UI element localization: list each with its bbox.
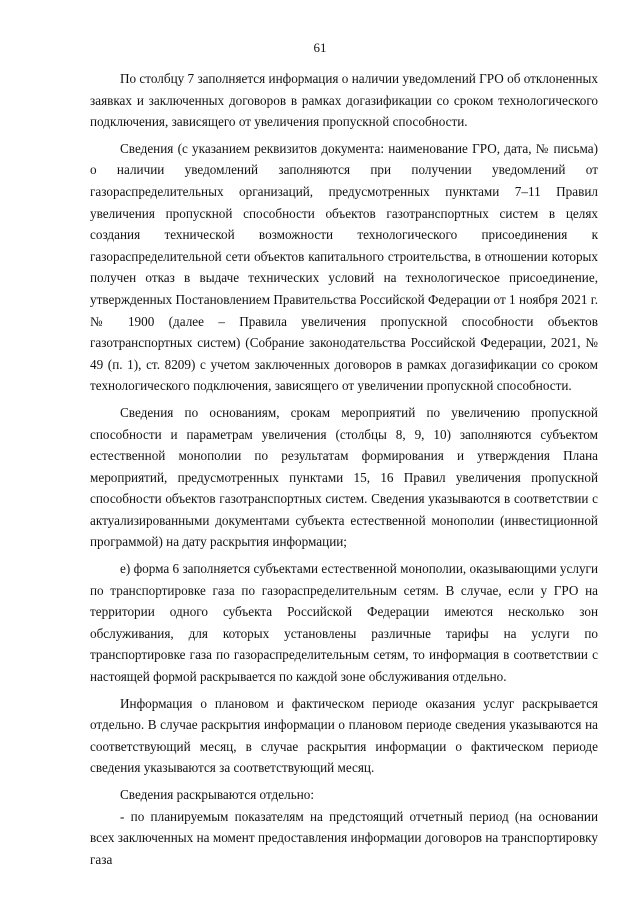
page-number: 61 bbox=[313, 40, 327, 55]
paragraph-disclosed-separately: Сведения раскрываются отдельно: bbox=[120, 787, 315, 802]
paragraph-form-6: е) форма 6 заполняется субъектами естественной монополии, оказывающими услуги по транспортировке газа по газораспределительным сетям. В случае, если у ГРО на территории одного субъекта Российской Федерации имеются несколько зон обслуживания, для которых установлены различные тарифы на услуги по транспортировке газа по газораспределительным сетям, то информация в соответствии с настоящей формой раскрывается по каждой зоне обслуживания отдельно. bbox=[90, 561, 598, 685]
paragraph-column7-info: По столбцу 7 заполняется информация о наличии уведомлений ГРО об отклоненных заявках и заключенных договоров в рамках догазификации со сроком технологического подключения, зависящего от увеличения пропускной способности. bbox=[90, 71, 598, 130]
paragraph-capacity-measures: Сведения по основаниям, срокам мероприятий по увеличению пропускной способности и параметрам увеличения (столбцы 8, 9, 10) заполняются субъектом естественной монополии по результатам формирования и утверждения Плана мероприятий, предусмотренных пунктами 15, 16 Правил увеличения пропускной способности объектов газотранспортных систем. Сведения указываются в соответствии с актуализированными документами субъекта естественной монополии (инвестиционной программой) на дату раскрытия информации; bbox=[90, 404, 598, 550]
paragraph-planned-actual-period: Информация о плановом и фактическом периоде оказания услуг раскрывается отдельно. В случае раскрытия информации о плановом периоде сведения указываются на соответствующий месяц, в случае раскрытия информации о фактическом периоде сведения указываются за соответствующий месяц. bbox=[90, 695, 598, 776]
paragraph-planned-indicators: - по планируемым показателям на предстоящий отчетный период (на основании всех заключенных на момент предоставления информации договоров на транспортировку газа bbox=[90, 808, 598, 867]
paragraph-notifications-details: Сведения (с указанием реквизитов документа: наименование ГРО, дата, № письма) о наличии уведомлений заполняются при получении уведомлений от газораспределительных организаций, предусмотренных пунктами 7–11 Правил увеличения пропускной способности объектов газотранспортных систем в целях создания технической возможности технологического присоединения к газораспределительной сети объектов капитального строительства, в отношении которых получен отказ в выдаче технических условий на технологическое присоединение, утвержденных Постановлением Правительства Российской Федерации от 1 ноября 2021 г. № 1900 (далее – Правила увеличения пропускной способности объектов газотранспортных систем) (Собрание законодательства Российской Федерации, 2021, № 49 (п. 1), ст. 8209) с учетом заключенных договоров в рамках догазификации со сроком технологического подключения, зависящего от увеличении пропускной способности. bbox=[90, 140, 598, 394]
document-body bbox=[90, 68, 598, 870]
